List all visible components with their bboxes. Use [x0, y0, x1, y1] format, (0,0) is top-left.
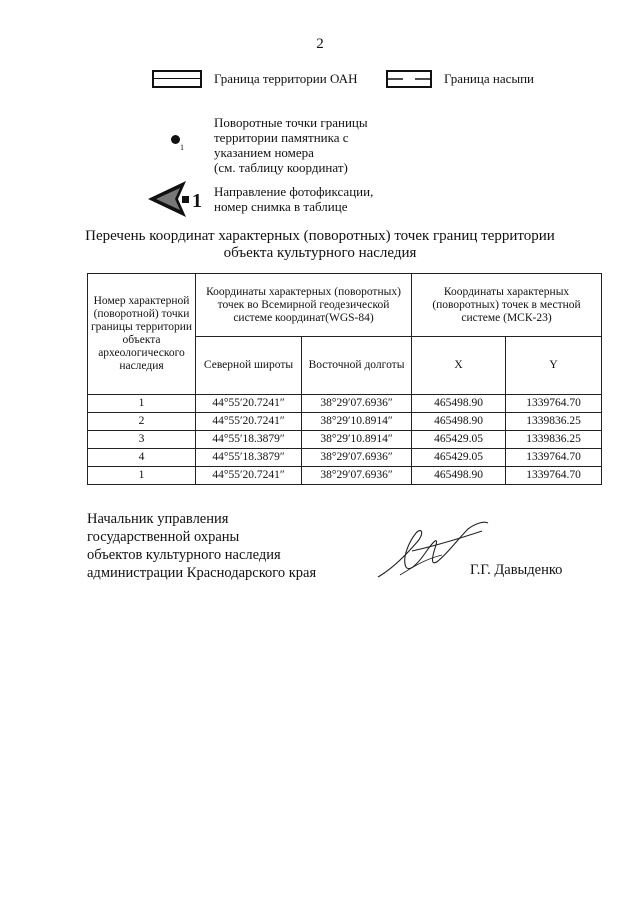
- photo-direction-line: Направление фотофиксации,: [214, 184, 374, 199]
- photo-direction-label: [214, 184, 373, 214]
- point-number: 3: [88, 431, 196, 449]
- header-point-number: Номер характерной (поворотной) точки границы территории объекта археологического наследия: [88, 274, 196, 395]
- coord-x: 465429.05: [412, 431, 506, 449]
- turning-points-label: [214, 115, 368, 175]
- page-number: 2: [316, 36, 324, 52]
- turning-points-line: (см. таблицу координат): [214, 160, 348, 175]
- embankment-boundary-label: Граница насыпи: [444, 71, 535, 86]
- point-number: 4: [88, 449, 196, 467]
- coord-x: 465498.90: [412, 413, 506, 431]
- title-line: Перечень координат характерных (поворотных) точек границ территории: [85, 228, 555, 244]
- coord-x: 465429.05: [412, 449, 506, 467]
- signer-position-line: администрации Краснодарского края: [87, 565, 317, 581]
- photo-number: 1: [192, 190, 202, 212]
- signer-position-line: объектов культурного наследия: [87, 547, 281, 563]
- header-x: X: [412, 337, 506, 395]
- turning-points-line: указанием номера: [214, 145, 314, 160]
- table-row: [88, 431, 602, 449]
- coord-x: 465498.90: [412, 395, 506, 413]
- point-number: 2: [88, 413, 196, 431]
- longitude: 38°29′07.6936″: [302, 467, 412, 485]
- coord-x: 465498.90: [412, 467, 506, 485]
- latitude: 44°55′18.3879″: [196, 449, 302, 467]
- coord-y: 1339764.70: [506, 467, 602, 485]
- table-row: [88, 467, 602, 485]
- header-wgs84-group: Координаты характерных (поворотных) точек во Всемирной геодезической системе координат(WGS-84): [196, 274, 412, 337]
- coordinates-table: [87, 273, 602, 485]
- signer-position-line: государственной охраны: [87, 529, 240, 545]
- longitude: 38°29′10.8914″: [302, 431, 412, 449]
- coord-y: 1339836.25: [506, 413, 602, 431]
- table-row: [88, 413, 602, 431]
- signer-position-line: Начальник управления: [87, 511, 229, 527]
- embankment-boundary-symbol: [386, 70, 432, 88]
- coord-y: 1339764.70: [506, 395, 602, 413]
- header-latitude: Северной широты: [196, 337, 302, 395]
- longitude: 38°29′07.6936″: [302, 395, 412, 413]
- territory-boundary-symbol: [152, 70, 202, 88]
- table-row: [88, 449, 602, 467]
- latitude: 44°55′20.7241″: [196, 395, 302, 413]
- signer-name: Г.Г. Давыденко: [470, 562, 563, 578]
- latitude: 44°55′20.7241″: [196, 467, 302, 485]
- header-longitude: Восточной долготы: [302, 337, 412, 395]
- latitude: 44°55′20.7241″: [196, 413, 302, 431]
- table-row: [88, 395, 602, 413]
- latitude: 44°55′18.3879″: [196, 431, 302, 449]
- territory-boundary-label: Граница территории ОАН: [214, 71, 358, 86]
- coordinates-list-title: [60, 228, 580, 262]
- longitude: 38°29′10.8914″: [302, 413, 412, 431]
- header-msk23-group: Координаты характерных (поворотных) точек в местной системе (МСК-23): [412, 274, 602, 337]
- point-number: 1: [88, 395, 196, 413]
- turning-point-dot-icon: [171, 135, 180, 144]
- longitude: 38°29′07.6936″: [302, 449, 412, 467]
- point-number: 1: [88, 467, 196, 485]
- header-y: Y: [506, 337, 602, 395]
- photo-direction-line: номер снимка в таблице: [214, 199, 348, 214]
- turning-points-line: Поворотные точки границы: [214, 115, 368, 130]
- photo-direction-arrow-icon: [146, 177, 208, 221]
- signer-position: [87, 510, 316, 582]
- title-line: объекта культурного наследия: [223, 245, 417, 261]
- coord-y: 1339764.70: [506, 449, 602, 467]
- turning-point-index: 1: [180, 143, 184, 152]
- turning-points-line: территории памятника с: [214, 130, 349, 145]
- coord-y: 1339836.25: [506, 431, 602, 449]
